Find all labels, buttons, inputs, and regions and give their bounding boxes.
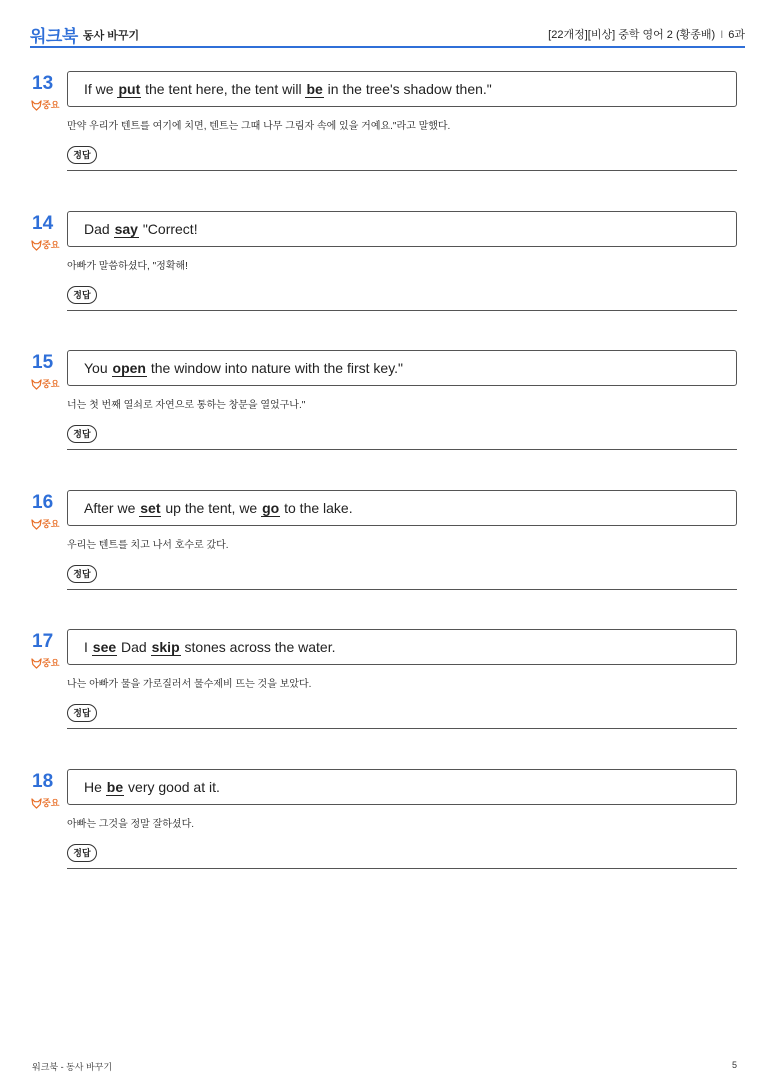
question-number: 17 (32, 631, 54, 652)
badge-label: 중요 (42, 658, 60, 668)
footer-title: 워크북 - 동사 바꾸기 (32, 1062, 113, 1072)
target-verb: be (306, 81, 323, 97)
important-badge (31, 656, 59, 669)
question-number: 13 (32, 73, 54, 94)
answer-line (67, 728, 737, 729)
question-item (0, 71, 768, 201)
answer-button[interactable]: 정답 (67, 286, 97, 304)
fox-icon (31, 100, 42, 111)
target-verb: go (262, 500, 280, 516)
question-item (0, 490, 768, 620)
important-badge (31, 517, 59, 530)
answer-button[interactable]: 정답 (67, 565, 97, 583)
target-verb: set (140, 500, 161, 516)
target-verb: see (92, 639, 117, 655)
sentence-text: You (84, 360, 112, 376)
answer-button[interactable]: 정답 (67, 425, 97, 443)
brand-title: 워크북 (30, 27, 78, 46)
question-item (0, 629, 768, 759)
sentence-text: If we (84, 81, 118, 97)
korean-translation: 만약 우리가 텐트를 여기에 치면, 텐트는 그때 나무 그림자 속에 있을 거예요."라고 말했다. (67, 121, 451, 132)
sentence-text: very good at it. (124, 779, 220, 795)
fox-icon (31, 379, 42, 390)
korean-translation: 우리는 텐트를 치고 나서 호수로 갔다. (67, 540, 229, 551)
sentence-text: the window into nature with the first key." (146, 360, 404, 376)
answer-button[interactable]: 정답 (67, 704, 97, 722)
sentence-box (67, 350, 737, 386)
badge-label: 중요 (42, 519, 60, 529)
answer-line (67, 170, 737, 171)
page-number: 5 (731, 1060, 737, 1070)
answer-line (67, 449, 737, 450)
answer-button[interactable]: 정답 (67, 146, 97, 164)
sentence-text: He (84, 779, 106, 795)
important-badge (31, 98, 59, 111)
question-number: 14 (32, 213, 54, 234)
sentence-box (67, 769, 737, 805)
header-separator: I (720, 29, 724, 41)
korean-translation: 아빠는 그것을 정말 잘하셨다. (67, 819, 195, 830)
sentence-box (67, 71, 737, 107)
important-badge (31, 238, 59, 251)
page-header (30, 0, 745, 48)
question-item (0, 350, 768, 480)
sentence-text: Dad (84, 221, 114, 237)
answer-line (67, 310, 737, 311)
sentence-text: stones across the water. (180, 639, 336, 655)
sentence-text: "Correct! (138, 221, 198, 237)
korean-translation: 너는 첫 번째 열쇠로 자연으로 통하는 창문을 열었구나." (67, 400, 306, 411)
target-verb: open (112, 360, 146, 376)
question-number: 18 (32, 771, 54, 792)
sentence-text: in the tree's shadow then." (323, 81, 492, 97)
important-badge (31, 377, 59, 390)
sentence-box (67, 629, 737, 665)
question-item (0, 769, 768, 899)
fox-icon (31, 658, 42, 669)
target-verb: put (118, 81, 141, 97)
answer-button[interactable]: 정답 (67, 844, 97, 862)
lesson-label: 6과 (728, 29, 745, 41)
target-verb: be (106, 779, 124, 795)
worksheet-subtitle: 동사 바꾸기 (83, 30, 140, 42)
badge-label: 중요 (42, 240, 60, 250)
question-number: 15 (32, 352, 54, 373)
question-item (0, 211, 768, 341)
answer-line (67, 868, 737, 869)
answer-line (67, 589, 737, 590)
badge-label: 중요 (42, 798, 60, 808)
fox-icon (31, 519, 42, 530)
course-info (548, 26, 745, 42)
important-badge (31, 796, 59, 809)
fox-icon (31, 240, 42, 251)
sentence-text: I (84, 639, 92, 655)
target-verb: say (114, 221, 138, 237)
fox-icon (31, 798, 42, 809)
badge-label: 중요 (42, 379, 60, 389)
sentence-box (67, 490, 737, 526)
sentence-text: to the lake. (280, 500, 353, 516)
sentence-text: up the tent, we (161, 500, 262, 516)
sentence-box (67, 211, 737, 247)
target-verb: skip (151, 639, 180, 655)
sentence-text: Dad (117, 639, 151, 655)
sentence-text: the tent here, the tent will (141, 81, 306, 97)
badge-label: 중요 (42, 100, 60, 110)
course-name: [22개정][비상] 중학 영어 2 (황종배) (548, 29, 716, 41)
sentence-text: After we (84, 500, 140, 516)
korean-translation: 아빠가 말씀하셨다, "정확해! (67, 261, 188, 272)
korean-translation: 나는 아빠가 물을 가로질러서 물수제비 뜨는 것을 보았다. (67, 679, 312, 690)
question-number: 16 (32, 492, 54, 513)
